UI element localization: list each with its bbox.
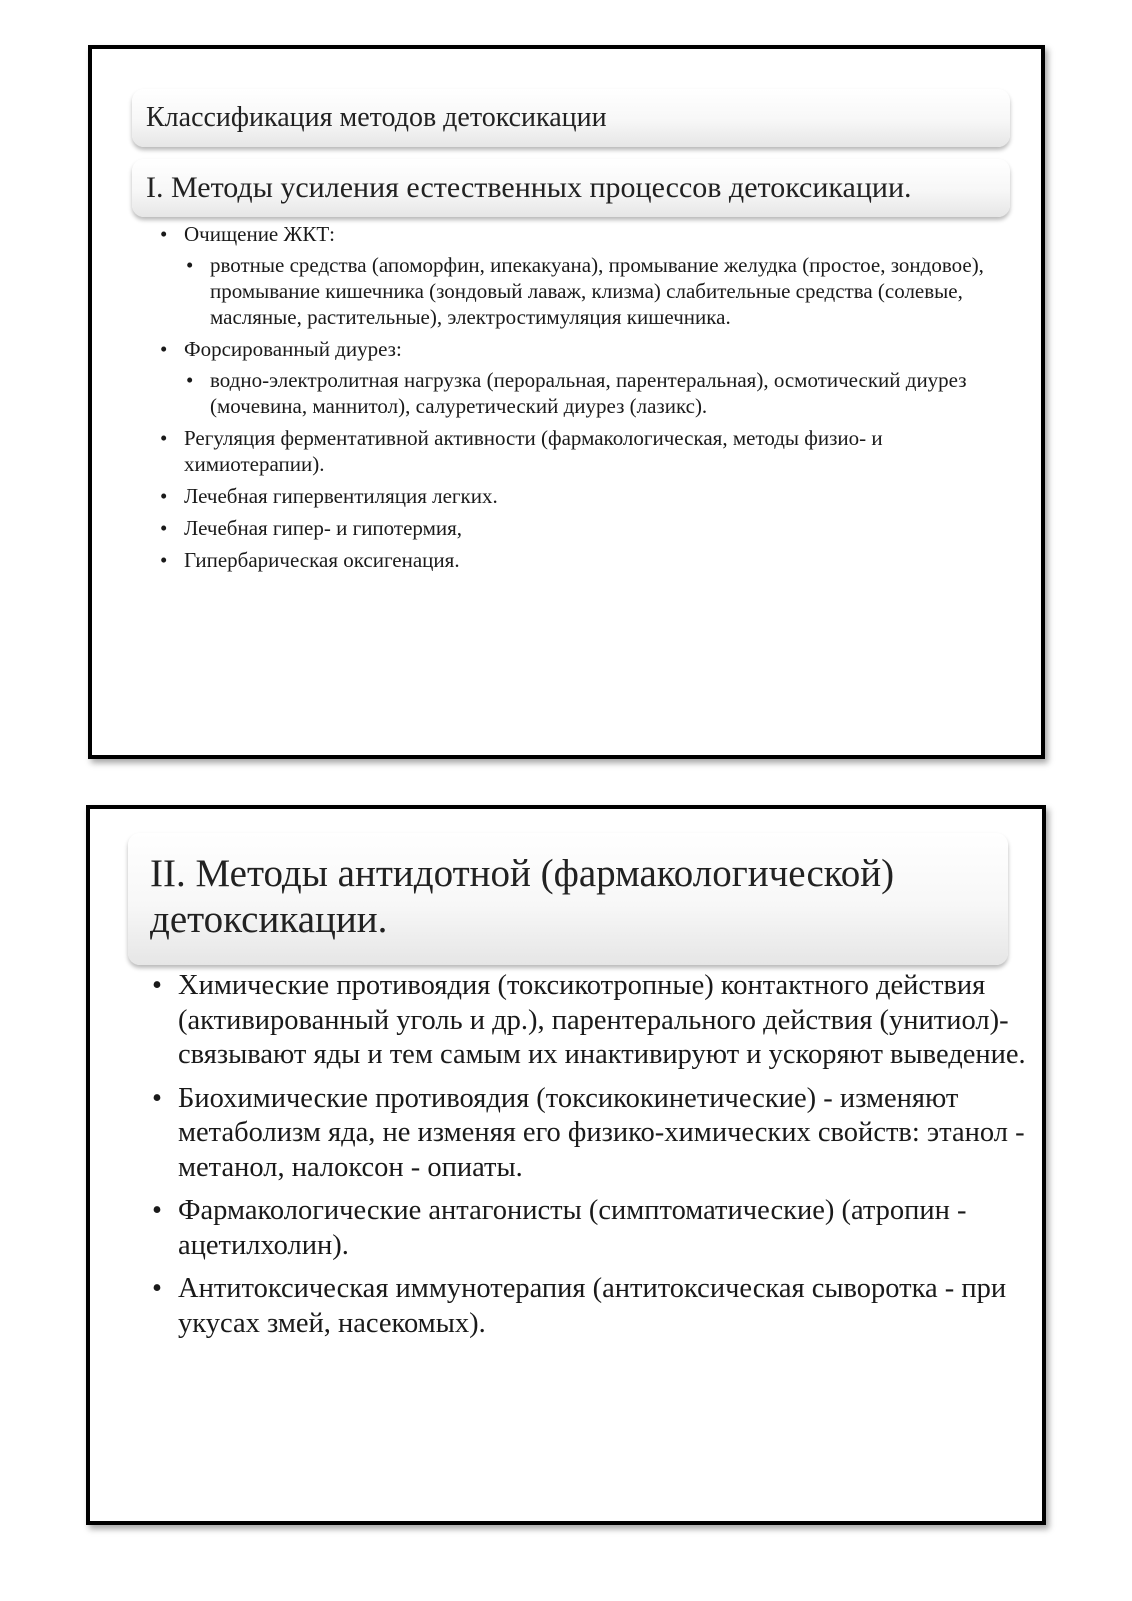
sub-bullet-list [184,367,1020,419]
list-item-text: Форсированный диурез: [184,337,402,361]
sub-list-item: • водно-электролитная нагрузка (пероральная, парентеральная), осмотический диурез (мочевина, маннитол), салуретический диурез (лазикс). [184,367,1020,419]
list-item: • Фармакологические антагонисты (симптоматические) (атропин - ацетилхолин). [152,1194,1032,1263]
list-item: • Лечебная гипервентиляция легких. [160,483,1020,509]
section-heading: I. Методы усиления естественных процессов детоксикации. [132,159,1010,217]
list-item: • Лечебная гипер- и гипотермия, [160,515,1020,541]
sub-list-item: • рвотные средства (апоморфин, ипекакуана), промывание желудка (простое, зондовое), промывание кишечника (зондовый лаваж, клизма) слабительные средства (солевые, масляные, растительные), электростимуляция кишечника. [184,252,1020,330]
list-item: • Гипербарическая оксигенация. [160,547,1020,573]
list-item: • Биохимические противоядия (токсикокинетические) - изменяют метаболизм яда, не изменяя его физико-химических свойств: этанол - метанол, налоксон - опиаты. [152,1082,1032,1186]
slide-antidote-methods [86,805,1046,1525]
list-item: • Антитоксическая иммунотерапия (антитоксическая сыворотка - при укусах змей, насекомых). [152,1272,1032,1341]
slide-title: Классификация методов детоксикации [132,89,1010,147]
list-item [160,221,1020,330]
list-item: • Регуляция ферментативной активности (фармакологическая, методы физио- и химиотерапии). [160,425,1020,477]
list-item [160,336,1020,419]
bullet-list [152,969,1032,1350]
bullet-list [160,221,1020,579]
sub-bullet-list [184,252,1020,330]
list-item: • Химические противоядия (токсикотропные) контактного действия (активированный уголь и др.), парентерального действия (унитиол)- связывают яды и тем самым их инактивируют и ускоряют выведение. [152,969,1032,1073]
list-item-text: Очищение ЖКТ: [184,222,335,246]
slide-detox-classification [88,45,1045,759]
slide-title: II. Методы антидотной (фармакологической) детоксикации. [128,833,1008,965]
